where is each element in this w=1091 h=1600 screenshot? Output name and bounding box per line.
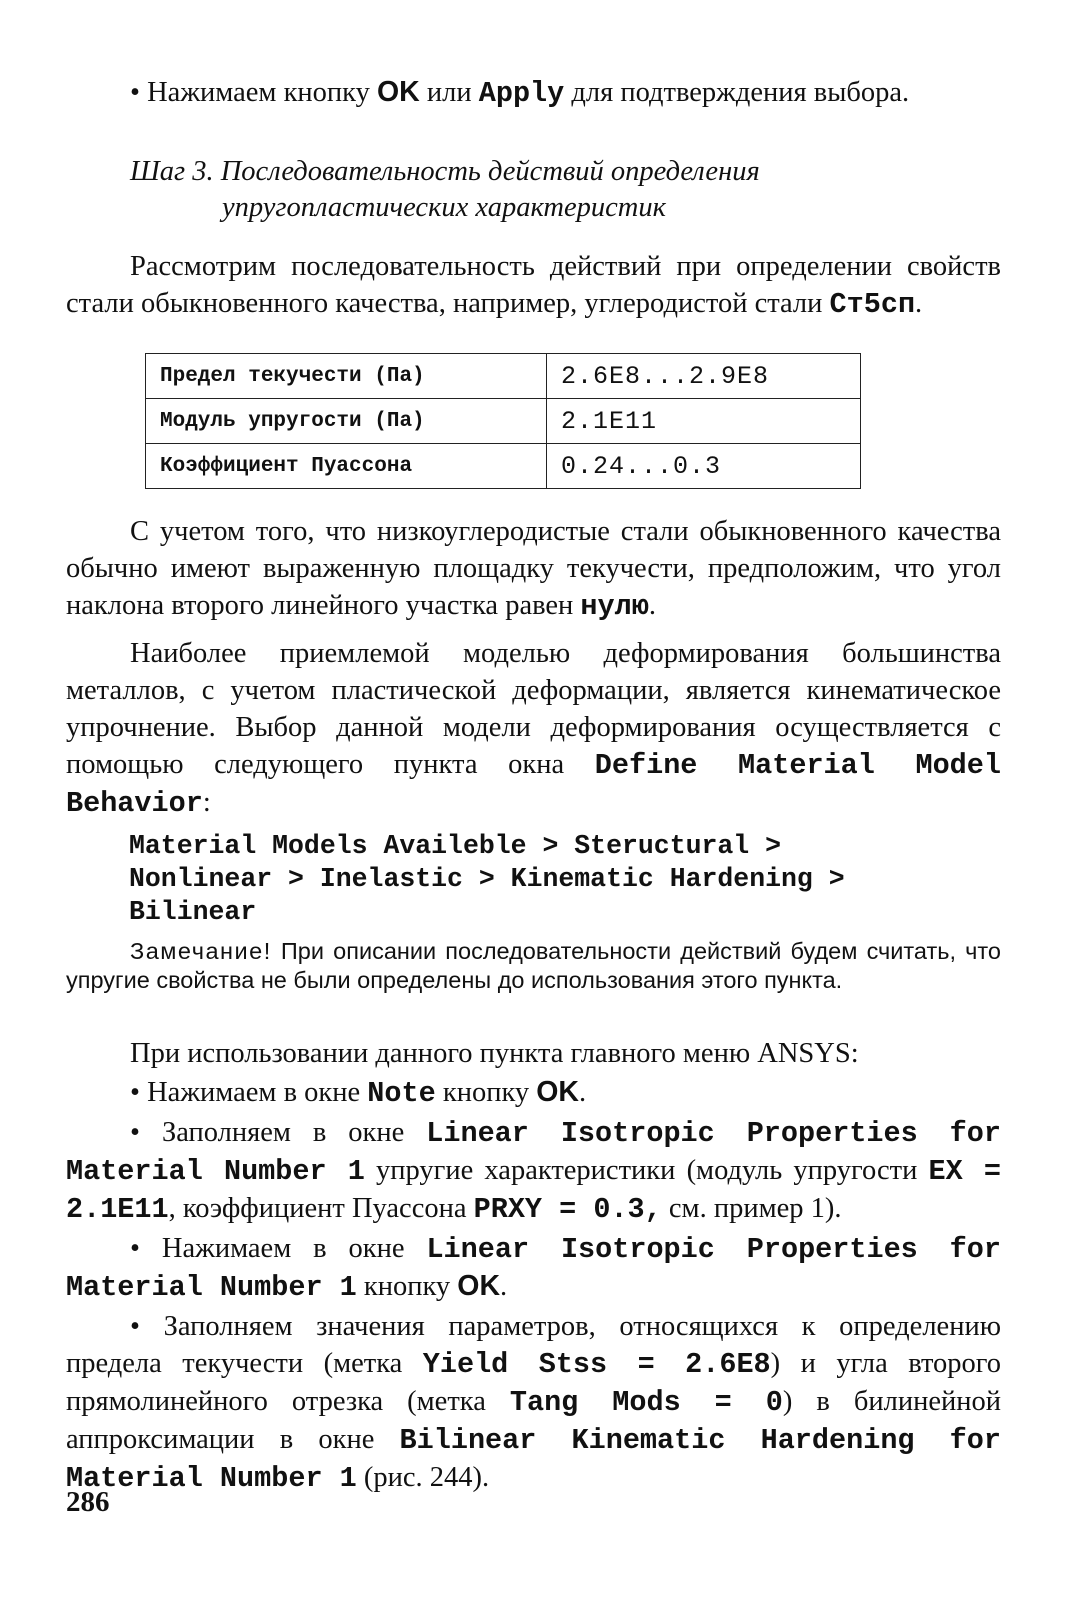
- remark-note: Замечание! При описании последовательности действий будем считать, что упругие свойства не были определены до использования этого пункта.: [66, 938, 1001, 993]
- table-row: [146, 444, 861, 489]
- paragraph-ansys-menu: При использовании данного пункта главного меню ANSYS:: [130, 1038, 859, 1069]
- page-number: 286: [66, 1486, 110, 1518]
- bullet-fill-elastic: • Заполняем в окне Linear Isotropic Properties for Material Number 1 упругие характеристики (модуль упругости EX = 2.1E11, коэффициент Пуассона PRXY = 0.3, см. пример 1).: [66, 1117, 1001, 1226]
- table-row: [146, 354, 861, 399]
- page-content: [66, 60, 1001, 1497]
- table-cell-label: Предел текучести (Па): [146, 354, 547, 399]
- bullet-confirm: • Нажимаем кнопку OK или Apply для подтверждения выбора.: [130, 76, 910, 110]
- table-cell-value: 2.6E8...2.9E8: [547, 354, 861, 399]
- step-heading: Шаг 3. Последовательность действий определения упругопластических характеристик: [130, 156, 760, 223]
- paragraph-yield-plateau: С учетом того, что низкоуглеродистые стали обыкновенного качества обычно имеют выраженную площадку текучести, предположим, что угол наклона второго линейного участка равен нулю.: [66, 516, 1001, 623]
- table-cell-value: 0.24...0.3: [547, 444, 861, 489]
- table-cell-value: 2.1E11: [547, 399, 861, 444]
- steel-grade: Ст5сп: [829, 288, 916, 321]
- paragraph-kinematic: Наиболее приемлемой моделью деформирования большинства металлов, с учетом пластической деформации, является кинематическое упрочнение. Выбор данной модели деформирования осуществляется с помощью следующего пункта окна Define Material Model Behavior:: [66, 638, 1001, 820]
- ok-label: OK: [377, 76, 420, 108]
- table-cell-label: Коэффициент Пуассона: [146, 444, 547, 489]
- apply-label: Apply: [478, 77, 565, 110]
- bullet-note-ok: • Нажимаем в окне Note кнопку OK.: [130, 1076, 587, 1110]
- bullet-fill-yield: • Заполняем значения параметров, относящихся к определению предела текучести (метка Yield Stss = 2.6E8) и угла второго прямолинейного отрезка (метка Tang Mods = 0) в билинейной аппроксимации в окне Bilinear Kinematic Hardening for Material Number 1 (рис. 244).: [66, 1311, 1002, 1495]
- menu-path: Material Models Availeble > Steructural > Nonlinear > Inelastic > Kinematic Hardening > Bilinear: [129, 831, 845, 927]
- window-name: Define Material Model Behavior: [66, 749, 1001, 820]
- bullet-linear-ok: • Нажимаем в окне Linear Isotropic Properties for Material Number 1 кнопку OK.: [66, 1233, 1001, 1304]
- table-cell-label: Модуль упругости (Па): [146, 399, 547, 444]
- properties-table: [145, 353, 861, 489]
- table-row: [146, 399, 861, 444]
- intro-paragraph: Рассмотрим последовательность действий при определении свойств стали обыкновенного качества, например, углеродистой стали Ст5сп.: [66, 251, 1001, 321]
